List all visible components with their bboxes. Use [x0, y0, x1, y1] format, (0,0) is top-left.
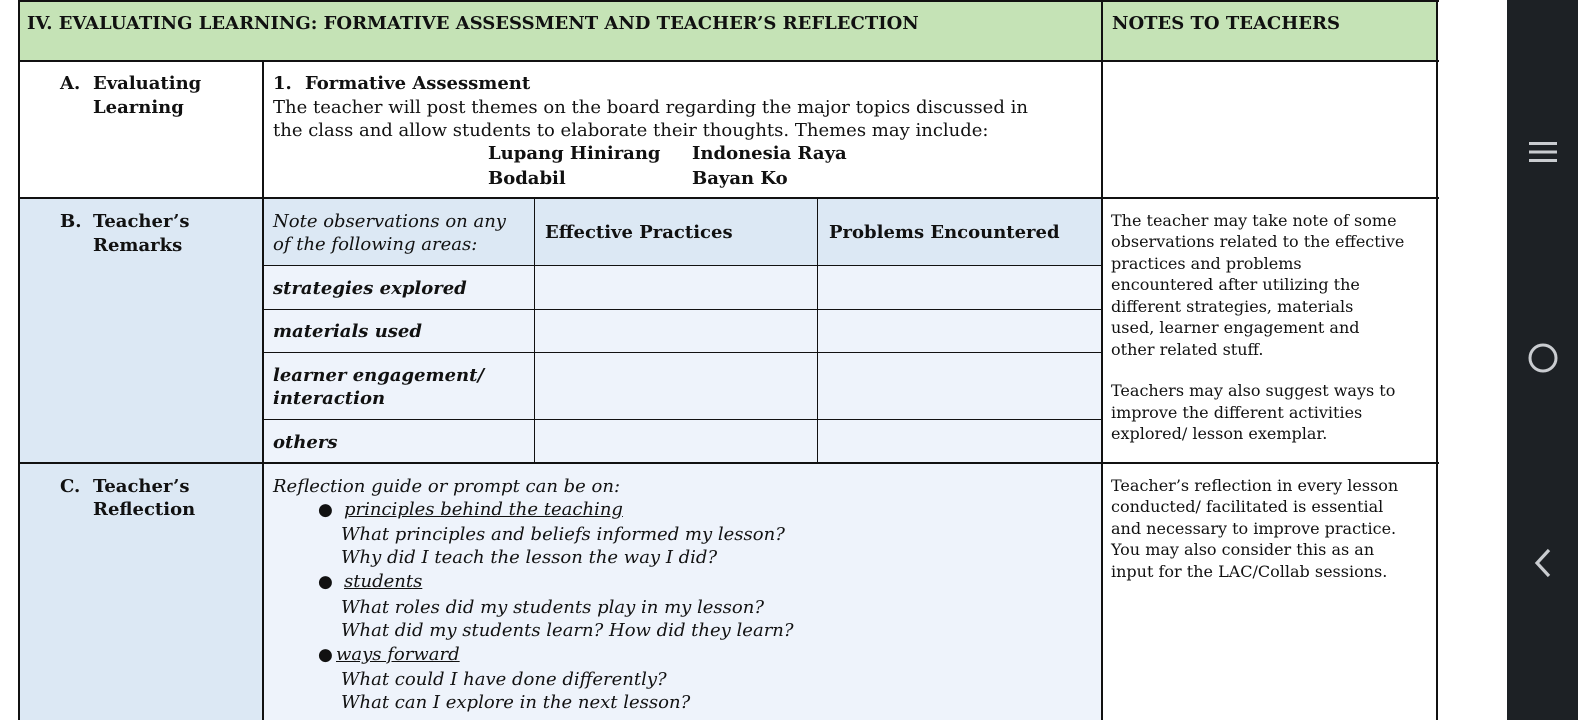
notes-line: different strategies, materials [1111, 297, 1354, 316]
table-border [18, 0, 1439, 2]
reflection-heading: ways forward [336, 644, 460, 665]
notes-line: and necessary to improve practice. [1111, 519, 1397, 538]
section-b-label: Teacher’s [93, 211, 190, 232]
remarks-row-label: others [273, 432, 338, 453]
table-border [264, 309, 1102, 310]
back-button[interactable] [1507, 541, 1578, 585]
bullet-icon: ● [318, 645, 333, 665]
section-b-letter: B. [60, 211, 82, 232]
notes-line: The teacher may take note of some [1111, 211, 1397, 230]
remarks-intro: of the following areas: [273, 234, 478, 255]
remarks-row-label: interaction [273, 388, 386, 409]
notes-line: Teacher’s reflection in every lesson [1111, 476, 1399, 495]
notes-line: You may also consider this as an [1111, 540, 1375, 559]
table-border [1101, 0, 1103, 720]
assessment-title: Formative Assessment [305, 73, 531, 94]
column-header-problems: Problems Encountered [829, 222, 1060, 243]
table-border [1436, 0, 1438, 720]
theme-item: Indonesia Raya [692, 143, 847, 164]
reflection-question: What principles and beliefs informed my lesson? [341, 524, 785, 545]
reflection-question: What roles did my students play in my lesson? [341, 597, 764, 618]
section-b-label: Remarks [93, 235, 183, 256]
table-border [262, 60, 264, 720]
column-header-effective: Effective Practices [545, 222, 733, 243]
remarks-row-label: strategies explored [273, 278, 467, 299]
notes-line: input for the LAC/Collab sessions. [1111, 562, 1388, 581]
table-border [817, 199, 818, 463]
remarks-intro: Note observations on any [273, 211, 506, 232]
theme-item: Lupang Hinirang [488, 143, 661, 164]
home-button[interactable] [1507, 336, 1578, 380]
bullet-icon: ● [318, 500, 333, 520]
section-c-label: Teacher’s [93, 476, 190, 497]
reflection-question: Why did I teach the lesson the way I did? [341, 547, 718, 568]
section-a-letter: A. [60, 73, 81, 94]
notes-line: explored/ lesson exemplar. [1111, 424, 1328, 443]
notes-line: improve the different activities [1111, 403, 1363, 422]
notes-line: other related stuff. [1111, 340, 1264, 359]
notes-line: Teachers may also suggest ways to [1111, 381, 1396, 400]
home-icon [1527, 342, 1559, 374]
section-c-letter: C. [60, 476, 81, 497]
table-border [18, 0, 20, 720]
table-border [264, 265, 1102, 266]
navigation-bar [1507, 0, 1578, 720]
section-title: IV. EVALUATING LEARNING: FORMATIVE ASSESSMENT AND TEACHER’S REFLECTION [27, 13, 919, 34]
section-a-label: Learning [93, 97, 184, 118]
notes-title: NOTES TO TEACHERS [1112, 13, 1340, 34]
table-border [534, 199, 535, 463]
notes-line: practices and problems [1111, 254, 1302, 273]
table-border [18, 462, 1439, 464]
reflection-question: What could I have done differently? [341, 669, 667, 690]
table-border [18, 60, 1439, 62]
section-a-label: Evaluating [93, 73, 202, 94]
table-border [264, 419, 1102, 420]
back-icon [1531, 547, 1555, 579]
assessment-text: the class and allow students to elaborate their thoughts. Themes may include: [273, 120, 989, 141]
bullet-icon: ● [318, 572, 333, 592]
table-border [264, 352, 1102, 353]
table-border [18, 197, 1439, 199]
reflection-intro: Reflection guide or prompt can be on: [273, 476, 621, 497]
assessment-number: 1. [273, 73, 292, 94]
notes-line: used, learner engagement and [1111, 318, 1360, 337]
reflection-question: What can I explore in the next lesson? [341, 692, 691, 713]
section-c-label: Reflection [93, 499, 196, 520]
theme-item: Bayan Ko [692, 168, 788, 189]
remarks-row-label: materials used [273, 321, 422, 342]
remarks-row-label: learner engagement/ [273, 365, 485, 386]
assessment-text: The teacher will post themes on the board regarding the major topics discussed in [273, 97, 1028, 118]
reflection-question: What did my students learn? How did they learn? [341, 620, 794, 641]
notes-line: encountered after utilizing the [1111, 275, 1360, 294]
notes-line: conducted/ facilitated is essential [1111, 497, 1384, 516]
reflection-heading: students [344, 571, 423, 592]
reflection-heading: principles behind the teaching [344, 499, 623, 520]
notes-line: observations related to the effective [1111, 232, 1405, 251]
menu-icon [1528, 139, 1558, 165]
theme-item: Bodabil [488, 168, 566, 189]
menu-button[interactable] [1507, 130, 1578, 174]
